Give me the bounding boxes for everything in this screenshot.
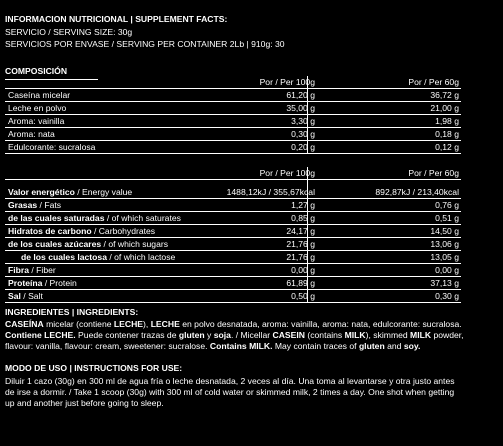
nutrition-row (5, 225, 461, 238)
servings-per-container: SERVICIOS POR ENVASE / SERVING PER CONTAINER 2Lb | 910g: 30 (5, 39, 285, 49)
nutrition-header-row (5, 167, 461, 180)
composition-row (5, 141, 461, 154)
nutrition-row (5, 186, 461, 199)
ingredients-text-fragment: y (204, 330, 214, 340)
composition-row (5, 115, 461, 128)
ingredients-text-fragment: powder, flavour: vanilla, flavour: cream, sweetener: sucralose. (5, 330, 464, 351)
composition-value-100g: 0,30 g (291, 129, 315, 139)
composition-row (5, 102, 461, 115)
ingredients-text-fragment: soja (213, 330, 231, 340)
nutrition-value-60g: 0,51 g (435, 213, 459, 223)
ingredients-text-fragment: Contiene LECHE. (5, 330, 76, 340)
nutrition-label (21, 252, 175, 263)
nutrition-value-60g: 0,00 g (435, 265, 459, 275)
ingredients-text-fragment: May contain traces of (272, 341, 359, 351)
ingredients-text-fragment: (contains (304, 330, 345, 340)
nutrition-value-100g: 1,27 g (291, 200, 315, 210)
nutrition-label-es: de los cuales azúcares (8, 239, 102, 249)
ingredients-text-fragment: gluten (178, 330, 205, 340)
composition-col2-header: Por / Per 60g (408, 77, 459, 87)
ingredients-text-fragment: en polvo desnatada, aroma: vainilla, aroma: nata, edulcorante: sucralosa. (179, 319, 462, 329)
nutrition-row (5, 290, 461, 303)
composition-ingredient: Caseína micelar (8, 90, 71, 100)
nutrition-row (5, 199, 461, 212)
nutrition-value-100g: 0,50 g (291, 291, 315, 301)
nutrition-label (8, 239, 168, 250)
nutrition-value-60g: 14,50 g (430, 226, 459, 236)
nutrition-label-es: Fibra (8, 265, 30, 275)
nutrition-label (8, 291, 43, 302)
composition-title: COMPOSICIÓN (5, 66, 68, 76)
ingredients-text-fragment: and (384, 341, 404, 351)
nutrition-label-es: Sal (8, 291, 21, 301)
nutrition-value-60g: 892,87kJ / 213,40kcal (375, 187, 459, 197)
ingredients-text-fragment: micelar (contiene (43, 319, 114, 329)
composition-value-60g: 36,72 g (430, 90, 459, 100)
nutrition-label-en: / Energy value (74, 187, 133, 197)
nutrition-label-en: / of which sugars (101, 239, 169, 249)
nutrition-value-60g: 0,76 g (435, 200, 459, 210)
nutrition-label (8, 200, 61, 211)
nutrition-row (5, 251, 461, 264)
ingredients-title: INGREDIENTES | INGREDIENTS: (5, 307, 139, 317)
composition-col1-header: Por / Per 100g (259, 77, 315, 87)
nutrition-label-en: / Carbohydrates (91, 226, 156, 236)
nutrition-col1-header: Por / Per 100g (259, 168, 315, 178)
nutrition-value-100g: 24,17 g (286, 226, 315, 236)
composition-header-row (5, 76, 461, 89)
composition-ingredient: Edulcorante: sucralosa (8, 142, 96, 152)
nutrition-label (8, 278, 77, 289)
composition-row (5, 89, 461, 102)
ingredients-text-fragment: soy. (403, 341, 421, 351)
nutrition-label-en: / Fiber (29, 265, 56, 275)
ingredients-text-fragment: MILK (410, 330, 432, 340)
nutrition-label (8, 213, 181, 224)
usage-text: Diluir 1 cazo (30g) en 300 ml de agua fría o leche desnatada, 2 veces al día. Una toma al levantarse y otra justo antes de irse a dormir. / Take 1 scoop (30g) with 300 ml of cold water or skimmed milk, 2 times a day. One shot when getting up and another just before going to sleep. (5, 376, 455, 408)
composition-row (5, 128, 461, 141)
nutrition-label-en: / Protein (42, 278, 77, 288)
nutrition-value-60g: 0,30 g (435, 291, 459, 301)
nutrition-label-es: Proteína (8, 278, 43, 288)
nutrition-label-en: / of which saturates (104, 213, 181, 223)
composition-ingredient: Leche en polvo (8, 103, 67, 113)
ingredients-text-fragment: ), (143, 319, 151, 329)
composition-table (5, 76, 461, 154)
nutrition-label-es: de los cuales lactosa (21, 252, 107, 262)
ingredients-text-fragment: ), skimmed (365, 330, 411, 340)
composition-value-100g: 61,20 g (286, 90, 315, 100)
ingredients-text-fragment: MILK (344, 330, 366, 340)
ingredients-text-fragment: . / Micellar (230, 330, 273, 340)
ingredients-text-fragment: Puede contener trazas de (75, 330, 179, 340)
nutrition-value-100g: 1488,12kJ / 355,67kcal (226, 187, 315, 197)
nutrition-value-60g: 13,05 g (430, 252, 459, 262)
nutrition-col2-header: Por / Per 60g (408, 168, 459, 178)
composition-value-60g: 0,18 g (435, 129, 459, 139)
nutrition-value-60g: 37,13 g (430, 278, 459, 288)
nutrition-value-100g: 61,89 g (286, 278, 315, 288)
nutrition-value-100g: 21,76 g (286, 239, 315, 249)
composition-ingredient: Aroma: nata (8, 129, 55, 139)
nutrition-value-60g: 13,06 g (430, 239, 459, 249)
nutrition-label-es: de las cuales saturadas (8, 213, 105, 223)
composition-value-60g: 0,12 g (435, 142, 459, 152)
nutrition-label (8, 226, 155, 237)
nutrition-label (8, 265, 56, 276)
nutrition-row (5, 277, 461, 290)
nutrition-label-es: Hidratos de carbono (8, 226, 92, 236)
nutrition-label-en: / of which lactose (106, 252, 176, 262)
nutrition-row (5, 212, 461, 225)
ingredients-text-fragment: CASEÍNA (5, 319, 44, 329)
nutrition-label (8, 187, 132, 198)
serving-size: SERVICIO / SERVING SIZE: 30g (5, 27, 133, 37)
nutrition-value-100g: 21,76 g (286, 252, 315, 262)
nutrition-row (5, 238, 461, 251)
ingredients-text (5, 319, 465, 352)
composition-value-100g: 35,00 g (286, 103, 315, 113)
composition-value-60g: 1,98 g (435, 116, 459, 126)
facts-title: INFORMACION NUTRICIONAL | SUPPLEMENT FACTS: (5, 14, 228, 24)
nutrition-row (5, 264, 461, 277)
composition-value-100g: 3,30 g (291, 116, 315, 126)
nutrition-value-100g: 0,85 g (291, 213, 315, 223)
ingredients-text-fragment: Contains MILK. (209, 341, 273, 351)
nutrition-label-en: / Fats (37, 200, 62, 210)
composition-value-60g: 21,00 g (430, 103, 459, 113)
nutrition-label-es: Valor energético (8, 187, 75, 197)
nutrition-value-100g: 0,00 g (291, 265, 315, 275)
ingredients-text-fragment: gluten (358, 341, 385, 351)
nutrition-label-en: / Salt (20, 291, 43, 301)
ingredients-text-fragment: LECHE (150, 319, 180, 329)
composition-value-100g: 0,20 g (291, 142, 315, 152)
ingredients-text-fragment: CASEIN (272, 330, 305, 340)
composition-ingredient: Aroma: vainilla (8, 116, 65, 126)
ingredients-text-fragment: LECHE (113, 319, 144, 329)
nutrition-table (5, 167, 461, 303)
nutrition-label-es: Grasas (8, 200, 38, 210)
usage-title: MODO DE USO | INSTRUCTIONS FOR USE: (5, 363, 183, 373)
